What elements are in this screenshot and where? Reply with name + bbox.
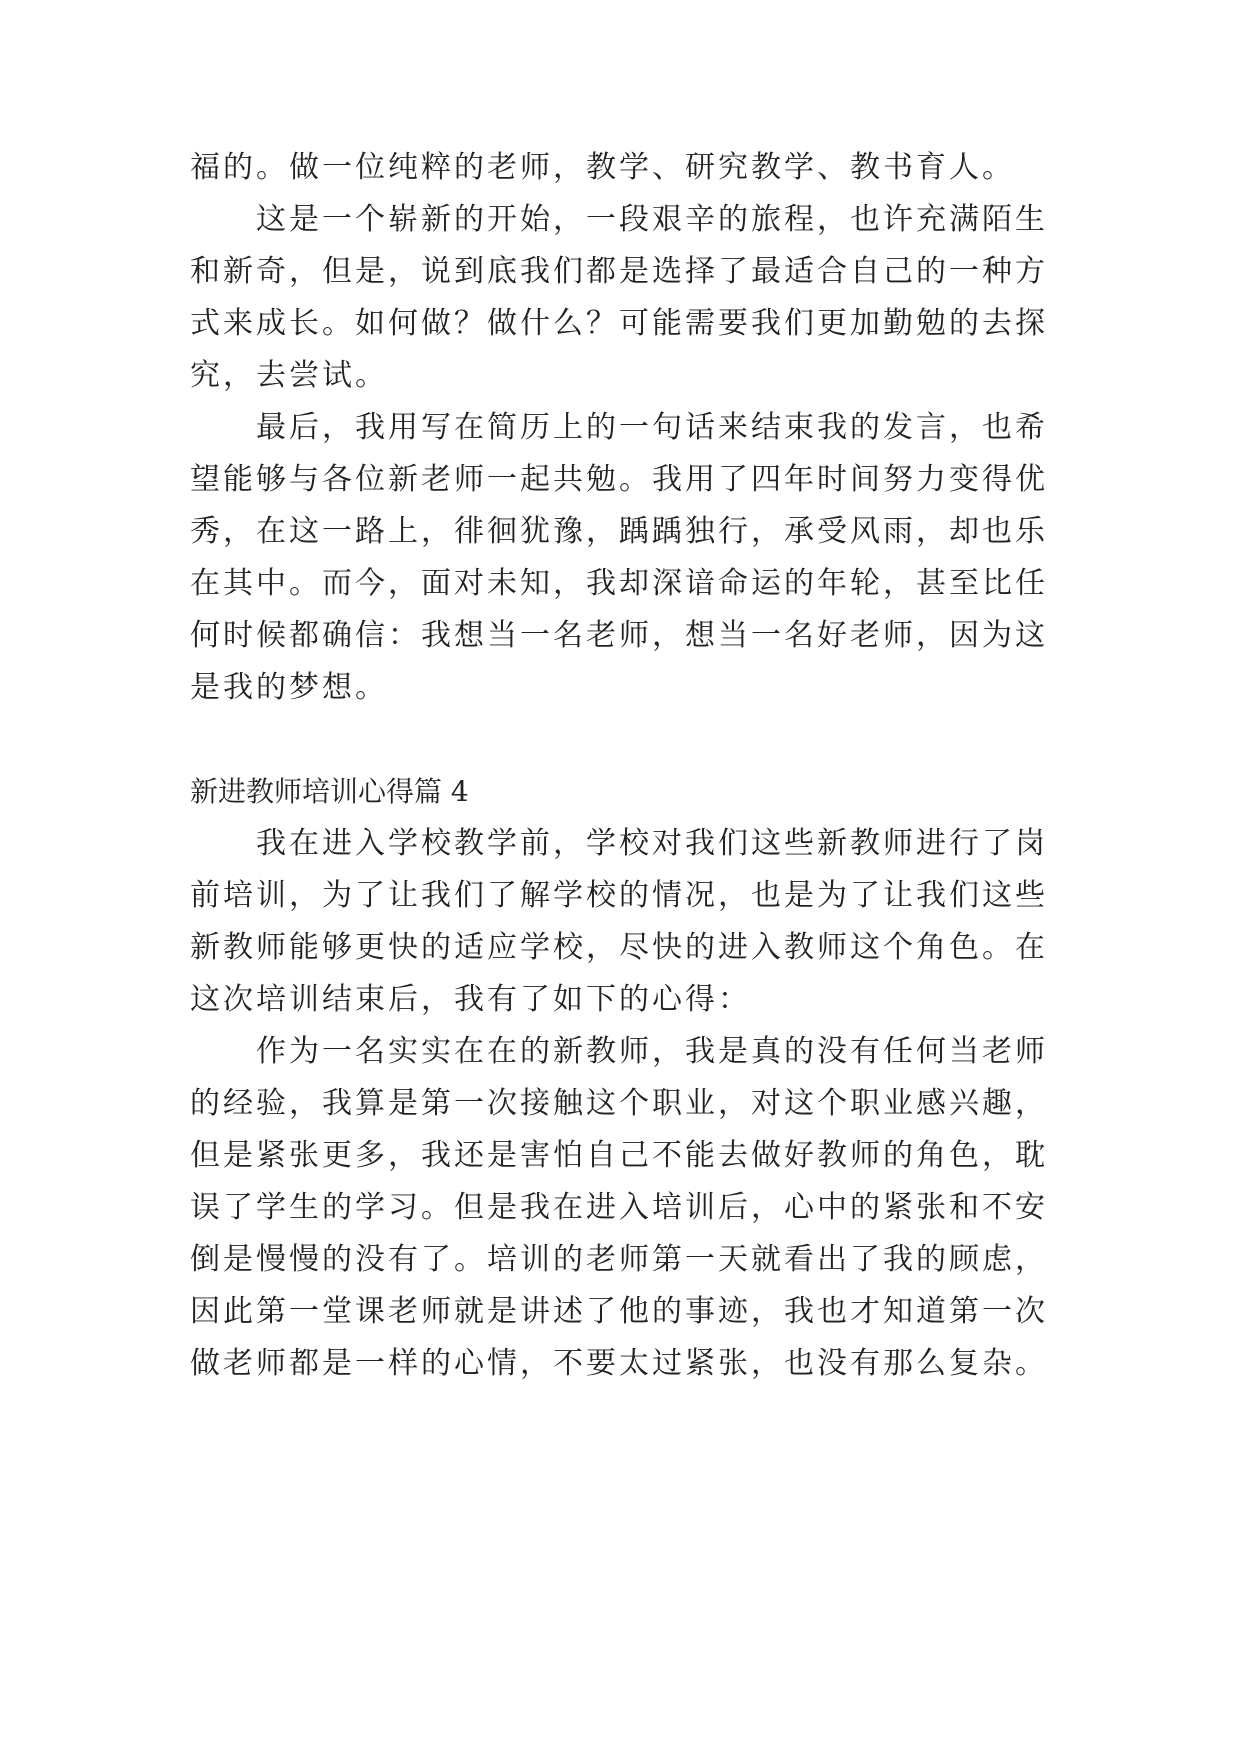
text-line: 前培训，为了让我们了解学校的情况，也是为了让我们这些 [190,878,1048,913]
paragraph [190,818,1070,1026]
text-line: 是我的梦想。 [190,670,388,705]
paragraph [190,142,1070,194]
paragraph [190,1026,1070,1390]
text-line: 的经验，我算是第一次接触这个职业，对这个职业感兴趣， [190,1086,1048,1121]
text-line: 这次培训结束后，我有了如下的心得： [190,982,751,1017]
text-line: 秀，在这一路上，徘徊犹豫，踽踽独行，承受风雨，却也乐 [190,514,1048,549]
text-line: 因此第一堂课老师就是讲述了他的事迹，我也才知道第一次 [190,1294,1048,1329]
text-line: 何时候都确信：我想当一名老师，想当一名好老师，因为这 [190,618,1048,653]
text-line: 作为一名实实在在的新教师，我是真的没有任何当老师 [256,1034,1048,1069]
text-line: 究，去尝试。 [190,358,388,393]
text-line: 倒是慢慢的没有了。培训的老师第一天就看出了我的顾虑， [190,1242,1048,1277]
document-body [190,142,1070,1390]
text-line: 福的。做一位纯粹的老师，教学、研究教学、教书育人。 [190,150,1015,185]
text-line: 式来成长。如何做？做什么？可能需要我们更加勤勉的去探 [190,306,1048,341]
blank-line [190,714,1070,766]
text-line: 新教师能够更快的适应学校，尽快的进入教师这个角色。在 [190,930,1048,965]
text-line: 望能够与各位新老师一起共勉。我用了四年时间努力变得优 [190,462,1048,497]
text-line: 和新奇，但是，说到底我们都是选择了最适合自己的一种方 [190,254,1048,289]
text-line: 在其中。而今，面对未知，我却深谙命运的年轮，甚至比任 [190,566,1048,601]
section-heading: 新进教师培训心得篇 4 [190,775,469,808]
text-line: 这是一个崭新的开始，一段艰辛的旅程，也许充满陌生 [256,202,1048,237]
paragraph [190,194,1070,402]
text-line: 误了学生的学习。但是我在进入培训后，心中的紧张和不安 [190,1190,1048,1225]
text-line: 最后，我用写在简历上的一句话来结束我的发言，也希 [256,410,1048,445]
paragraph [190,402,1070,714]
text-line: 但是紧张更多，我还是害怕自己不能去做好教师的角色，耽 [190,1138,1048,1173]
text-line: 我在进入学校教学前，学校对我们这些新教师进行了岗 [256,826,1048,861]
text-line: 做老师都是一样的心情，不要太过紧张，也没有那么复杂。 [190,1346,1048,1381]
